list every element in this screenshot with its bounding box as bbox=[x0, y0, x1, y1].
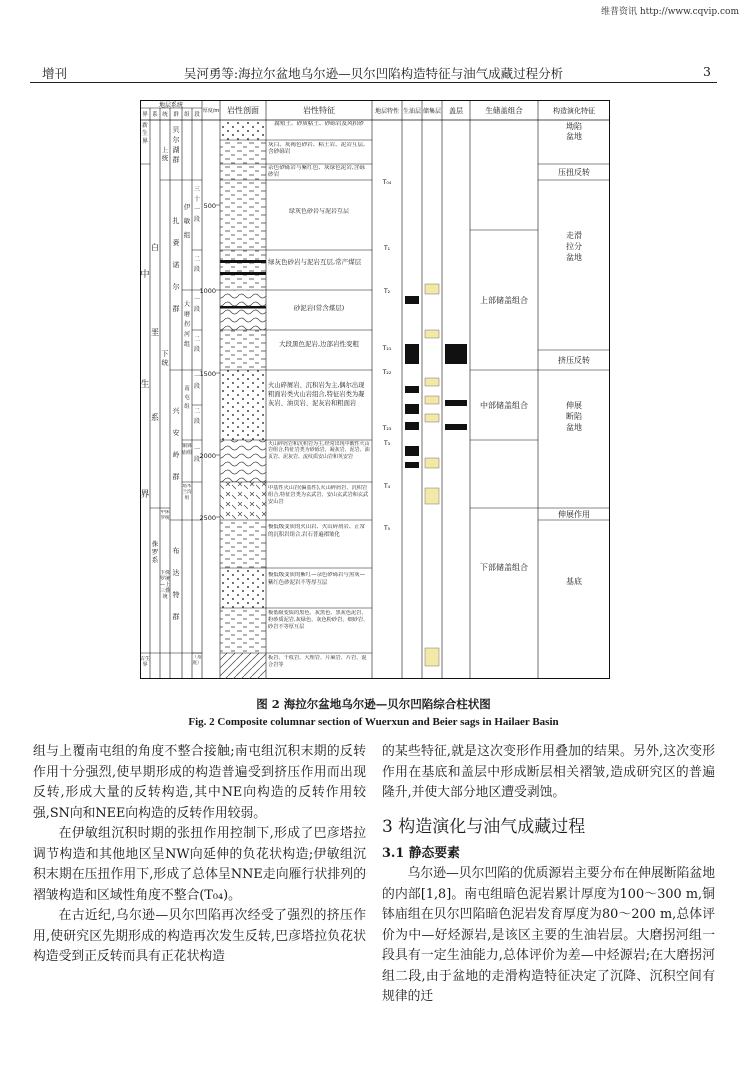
seismic-label: T₅ bbox=[383, 525, 391, 532]
basement-label: （基底） bbox=[192, 655, 202, 666]
litho-text: 极低级变质的火山岩、火山碎屑岩、正常的沉积岩组合,岩石普遍褶皱化 bbox=[268, 524, 366, 538]
member-label: 二段 bbox=[193, 408, 200, 425]
watermark: 维普资讯 http://www.cqvip.com bbox=[600, 7, 739, 17]
litho-text: 大段黑色泥岩,边部岩性变粗 bbox=[278, 340, 360, 348]
subsection-heading: 3.1 静态要素 bbox=[382, 845, 460, 861]
tectonic-depression: 坳陷盆地 bbox=[566, 122, 582, 141]
litho-text: 中基性火山岩(偏基性),火山碎屑岩、沉积岩组合,特征岩类为玄武岩、安山玄武岩和玄武安山岩 bbox=[268, 485, 369, 505]
member-label: 一段 bbox=[193, 296, 200, 313]
header-litho-feat: 岩性特征 bbox=[303, 106, 335, 115]
tectonic-rift: 伸展断陷盆地 bbox=[566, 401, 582, 432]
tectonic-transpression: 压扭反转 bbox=[558, 168, 590, 177]
erathem-cenozoic: 新生界 bbox=[141, 122, 148, 145]
formation-tongbomiao: 铜钵庙组 bbox=[182, 443, 192, 456]
header-reservoir: 储集层 bbox=[422, 108, 442, 115]
erathem-paleozoic: 古生界 bbox=[140, 656, 150, 668]
header-strat-tong: 统 bbox=[162, 112, 168, 118]
header-seal: 盖层 bbox=[449, 107, 463, 115]
epoch-pre-jurassic: 下侏罗统—上三叠统 bbox=[160, 570, 170, 600]
seismic-label: T₁ bbox=[383, 245, 391, 252]
formation-damoguaihe: 大磨拐河组 bbox=[183, 301, 190, 348]
seismic-label: T₂ bbox=[383, 288, 391, 295]
member-label: 一段 bbox=[193, 373, 200, 390]
depth-tick: 500 bbox=[203, 202, 216, 210]
left-column bbox=[33, 742, 366, 968]
formation-tamulangou: 塔木兰沟组 bbox=[182, 484, 192, 501]
member-label: 一段 bbox=[193, 446, 200, 463]
litho-text: 火山碎屑岩和沉积岩为主,经常出现中酸性火山岩组合,特征岩类为砂砾岩、凝灰岩、泥岩、油页岩、泥灰岩、流纹质安山岩和英安岩 bbox=[268, 441, 370, 460]
figure-caption-en: Fig. 2 Composite columnar section of Wuerxun and Beier sags in Hailaer Basin bbox=[188, 716, 559, 728]
epoch-upper: 上统 bbox=[161, 146, 169, 162]
litho-text: 极低级变质的黑色、灰黑色、黑灰色泥岩、粉砂质泥岩,灰绿色、灰色粉砂岩、细砂岩、砂岩不等厚互层 bbox=[268, 610, 369, 630]
system-cretaceous-3: 系 bbox=[151, 413, 159, 422]
figure-caption-cn: 图 2 海拉尔盆地乌尔逊—贝尔凹陷综合柱状图 bbox=[256, 697, 491, 711]
paragraph: 乌尔逊—贝尔凹陷的优质源岩主要分布在伸展断陷盆地的内部[1,8]。南屯组暗色泥岩累计厚度为100～300 m,铜钵庙组在贝尔凹陷暗色泥岩发育厚度为80～200 m,总体评价为中—好烃源岩,是该区主要的生油岩层。大磨拐河组一段具有一定生油能力,总体评价为差—中烃源岩;在大磨拐河组二段,由于盆地的走滑构造特征决定了沉降、沉积空间有规律的迁 bbox=[382, 866, 715, 1004]
header-seismic: 地层特性 bbox=[374, 108, 400, 115]
depth-tick: 1000 bbox=[199, 287, 216, 295]
seismic-label: T₀₄ bbox=[382, 179, 392, 186]
section-heading: 3 构造演化与油气成藏过程 bbox=[382, 816, 586, 837]
header-strat: 地层系统 bbox=[158, 102, 184, 109]
member-label: 二段 bbox=[193, 336, 200, 353]
header-assemblage: 生储盖组合 bbox=[485, 106, 523, 115]
tectonic-extension: 伸展作用 bbox=[558, 510, 590, 519]
header-source: 生油层 bbox=[402, 108, 422, 115]
paragraph: 的某些特征,就是这次变形作用叠加的结果。另外,这次变形作用在基底和盖层中形成断层相关褶皱,造成研究区的普遍隆升,并使大部分地区遭受剥蚀。 bbox=[382, 744, 715, 800]
epoch-lower: 下统 bbox=[161, 350, 169, 367]
header-depth: 厚度/m bbox=[202, 108, 220, 114]
member-label: 二段 bbox=[193, 256, 200, 273]
paragraph: 在古近纪,乌尔逊—贝尔凹陷再次经受了强烈的挤压作用,使研究区先期形成的构造再次发生反转,巴彦塔拉负花状构造受到正反转而具有正花状构造 bbox=[33, 908, 366, 964]
header-left: 增刊 bbox=[42, 66, 68, 81]
epoch-middle-jurassic: 中侏罗统 bbox=[160, 510, 170, 521]
seismic-label: T₂₁ bbox=[382, 345, 392, 352]
system-cretaceous-2: 垩 bbox=[151, 328, 159, 337]
seismic-label: T₃ bbox=[383, 440, 391, 447]
header-strat-zu: 组 bbox=[184, 112, 190, 118]
seismic-label: T₂₃ bbox=[382, 425, 392, 432]
litho-text: 杂色砂砾岩与紫红色、灰绿色泥岩,含砾砂岩 bbox=[268, 165, 365, 178]
paragraph: 组与上覆南屯组的角度不整合接触;南屯组沉积末期的反转作用十分强烈,使早期形成的构造普遍受到挤压作用而出现反转,形成大量的反转构造,其中NE向构造的反转作用较强,SN向和NEE向构造的反转作用较弱。 bbox=[33, 744, 366, 821]
system-cretaceous-1: 白 bbox=[151, 243, 159, 252]
group-xinganling: 兴安岭群 bbox=[172, 407, 180, 481]
litho-text: 极低级变质的紫红—杂色砂砾岩与黑灰—紫红色砂泥岩不等厚互层 bbox=[268, 572, 366, 586]
header-tectonic: 构造演化特征 bbox=[553, 107, 595, 115]
litho-text: 火山碎屑岩、沉积岩为主,偶尔出现粗面岩类火山岩组合,特征岩类为凝灰岩、油页岩、泥灰岩和粗面岩 bbox=[268, 382, 365, 407]
formation-nantun: 南屯组 bbox=[184, 386, 190, 410]
tectonic-inversion: 挤压反转 bbox=[558, 356, 590, 365]
group-budate: 布达特群 bbox=[172, 547, 180, 621]
system-jurassic: 侏罗系 bbox=[151, 540, 159, 564]
right-column bbox=[382, 742, 715, 1008]
seismic-label: T₂₂ bbox=[382, 369, 392, 376]
litho-text: 砂泥岩(常含煤层) bbox=[293, 304, 345, 312]
assemblage-upper: 上部储盖组合 bbox=[480, 296, 528, 305]
depth-tick: 2500 bbox=[199, 514, 216, 522]
litho-text: 腐殖土、砂质粘土、砂砾岩及风积砂 bbox=[274, 121, 364, 127]
member-label: 三十一段 bbox=[193, 186, 200, 223]
erathem-mesozoic: 中生界 bbox=[140, 270, 150, 500]
header-strat-qun: 群 bbox=[173, 112, 179, 118]
litho-text: 板岩、千枚岩、大理岩、片麻岩、片岩、混合岩等 bbox=[268, 655, 367, 668]
tectonic-pullapart: 走滑拉分盆地 bbox=[566, 231, 582, 262]
depth-tick: 1500 bbox=[199, 370, 216, 378]
litho-text: 绿灰色砂岩与泥岩互层 bbox=[288, 208, 349, 215]
paragraph: 在伊敏组沉积时期的张扭作用控制下,形成了巴彦塔拉调节构造和其他地区呈NW向延伸的负花状构造;伊敏组沉积末期在压扭作用下,形成了总体呈NNE走向雁行状排列的褶皱构造和区域性角度不整合(T₀₄)。 bbox=[33, 826, 366, 903]
litho-text: 灰白、灰褐色砂岩、粘土岩、泥岩互层,含砂砾岩 bbox=[268, 142, 365, 155]
composite-column-figure bbox=[140, 100, 610, 700]
page-number: 3 bbox=[703, 64, 711, 79]
depth-tick: 2000 bbox=[199, 452, 216, 460]
running-header bbox=[30, 60, 717, 83]
header-litho-col: 岩性剖面 bbox=[227, 106, 259, 115]
header-title: 吴河勇等:海拉尔盆地乌尔逊—贝尔凹陷构造特征与油气成藏过程分析 bbox=[183, 66, 564, 81]
litho-text: 绿灰色砂岩与泥岩互层,常产煤层 bbox=[268, 258, 362, 266]
header-strat-duan: 段 bbox=[194, 112, 200, 118]
group-beierhu: 贝尔湖群 bbox=[172, 126, 180, 164]
assemblage-lower: 下部储盖组合 bbox=[480, 563, 528, 572]
group-zhalainuoer: 扎赉诺尔群 bbox=[172, 217, 180, 313]
tectonic-basement: 基底 bbox=[566, 577, 582, 586]
formation-yimin: 伊敏组 bbox=[183, 203, 191, 239]
header-strat-xi: 系 bbox=[152, 112, 158, 118]
header-strat-jie: 界 bbox=[142, 112, 148, 118]
assemblage-middle: 中部储盖组合 bbox=[480, 401, 528, 410]
seismic-label: T₄ bbox=[383, 483, 391, 490]
